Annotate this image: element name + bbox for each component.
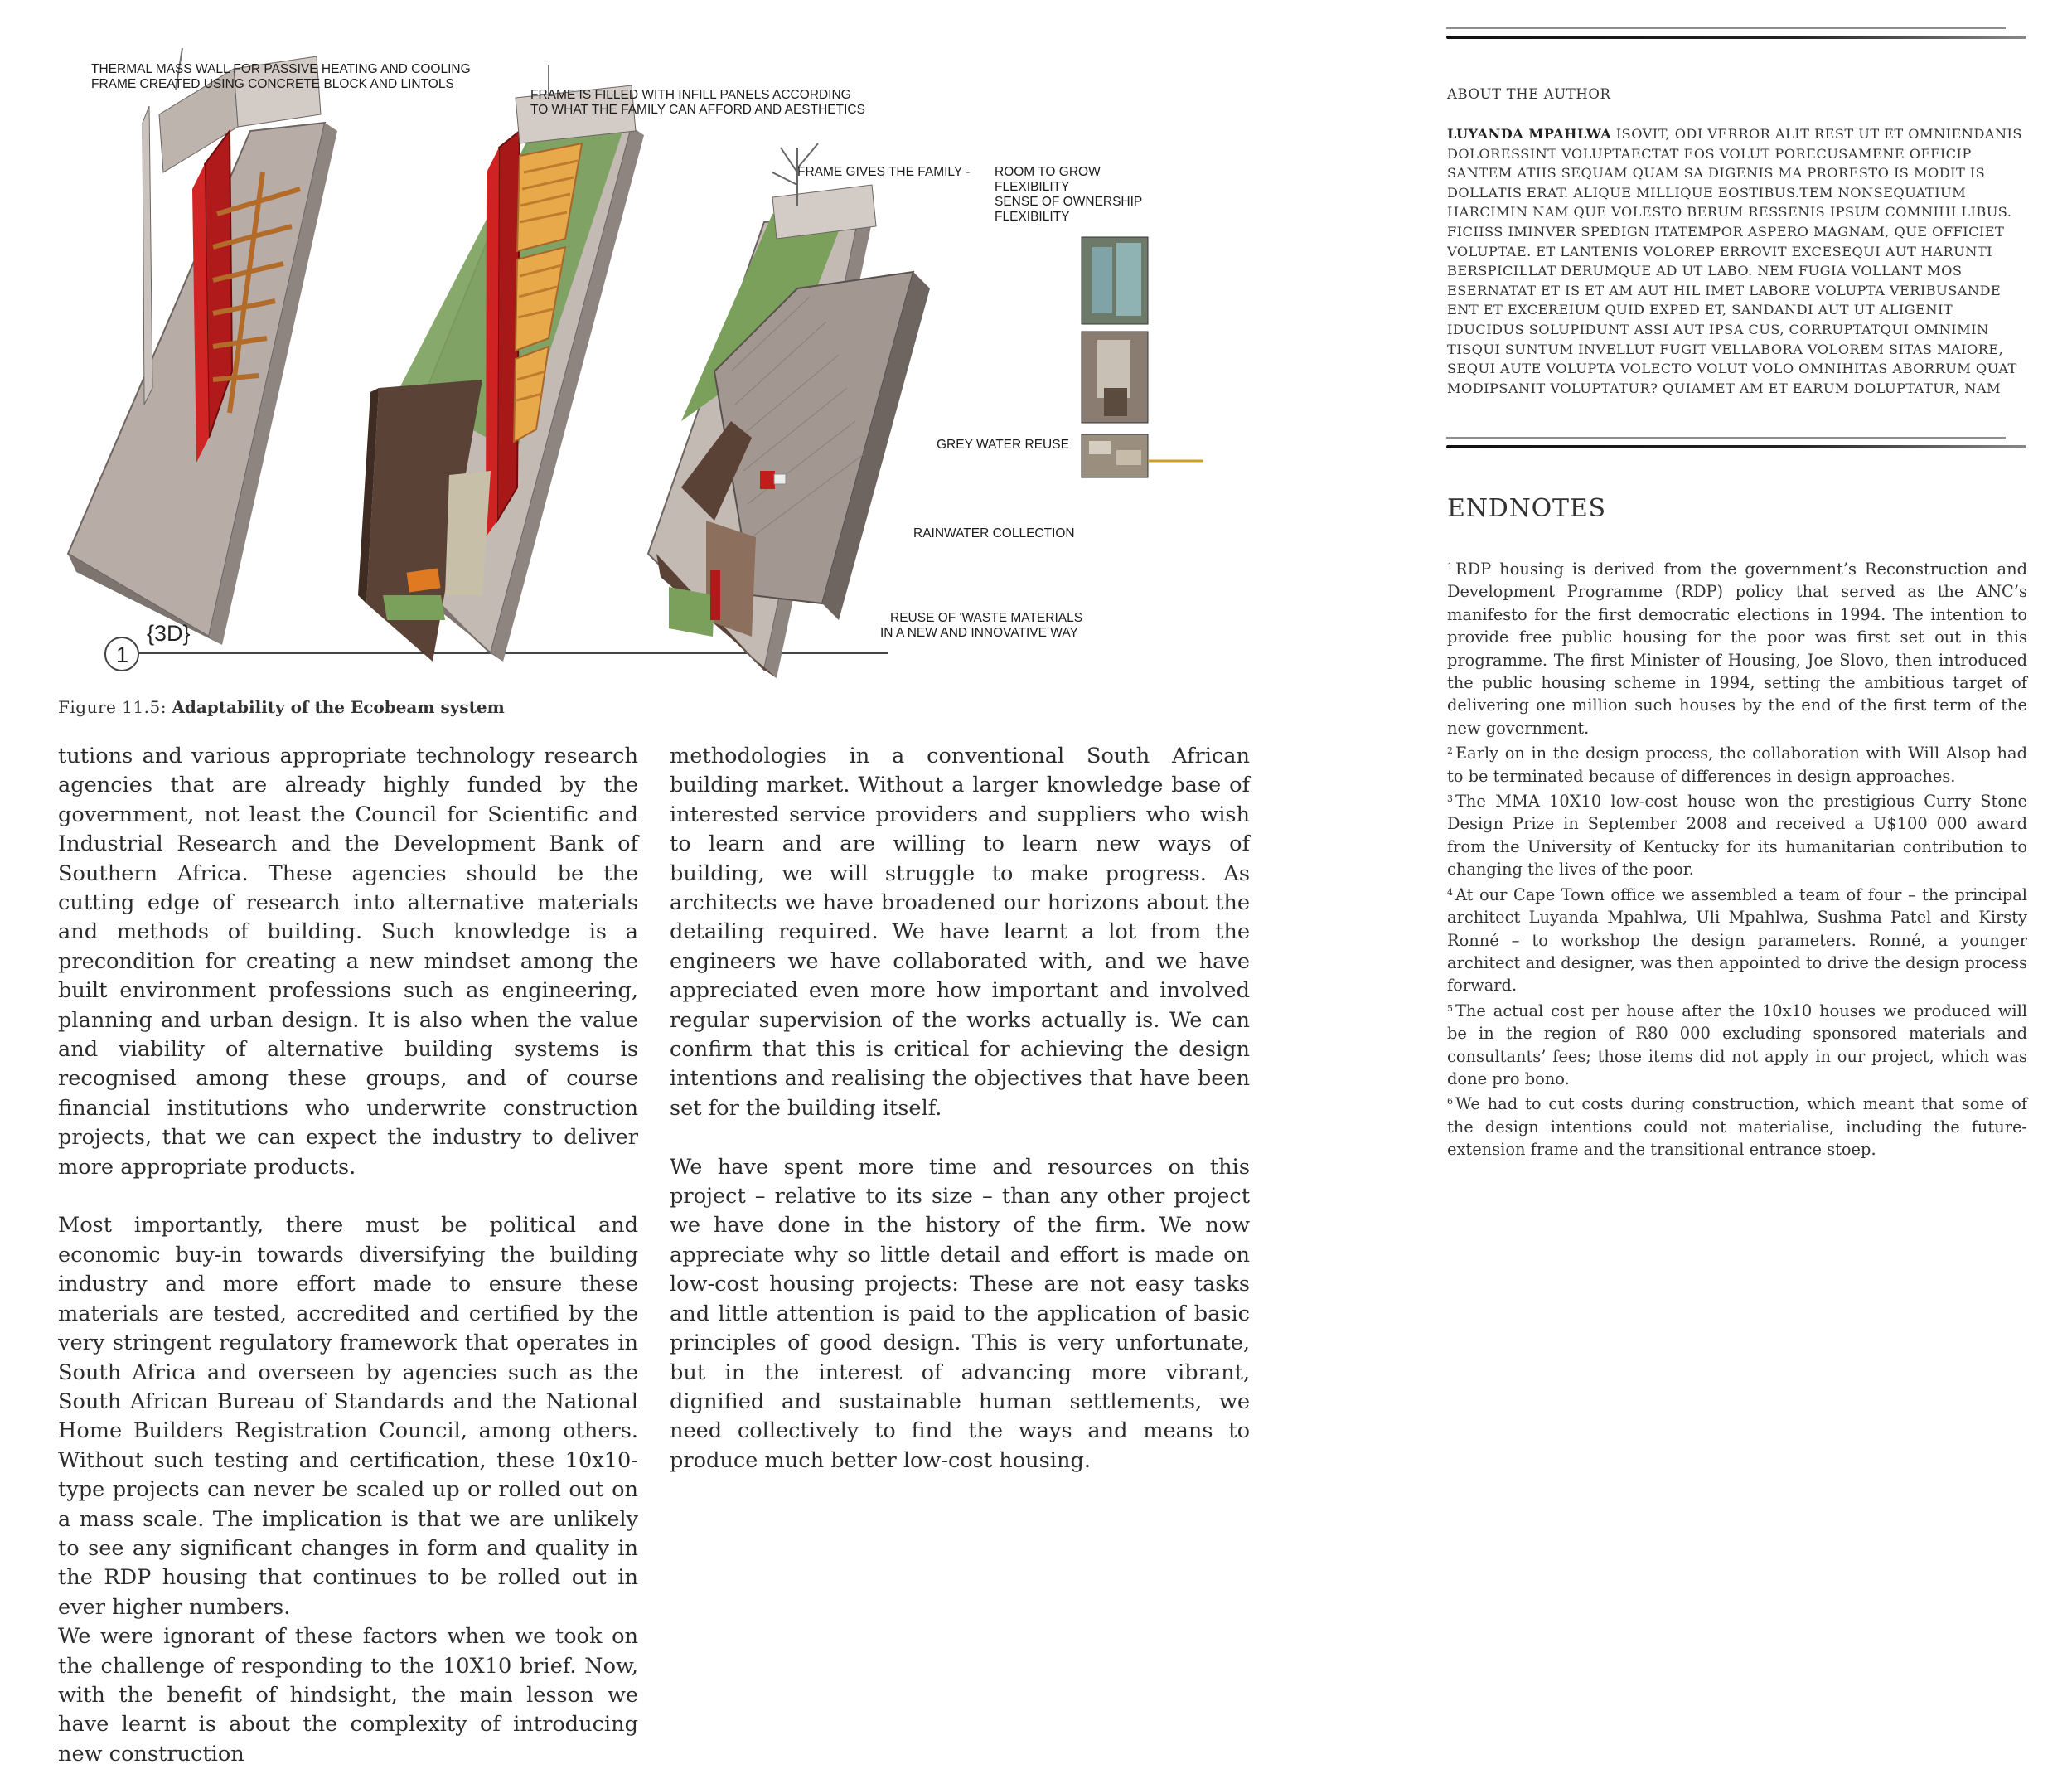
endnote-number: 4: [1447, 886, 1453, 898]
endnote-item: [1447, 788, 2027, 881]
body-column-left: [58, 742, 638, 1769]
label-thermal-line1: THERMAL MASS WALL FOR PASSIVE HEATING AND COOLING: [91, 62, 471, 76]
label-ownership: SENSE OF OWNERSHIP: [995, 195, 1143, 209]
ecobeam-figure: [51, 23, 1212, 686]
endnotes-heading: ENDNOTES: [1447, 494, 1606, 523]
endnote-text: Early on in the design process, the collaboration with Will Alsop had to be terminated because of differences in design approaches.: [1447, 744, 2027, 786]
house-3-complete: [648, 143, 930, 678]
endnote-item: [1447, 881, 2027, 997]
label-thermal-line2: FRAME CREATED USING CONCRETE BLOCK AND LINTOLS: [91, 77, 454, 91]
body-paragraph: tutions and various appropriate technology research agencies that are already highly funded by the government, not least the Council for Scientific and Industrial Research and the Development Bank of Southern Africa. These agencies should be the cutting edge of research into alternative materials and methods of building. Such knowledge is a precondition for creating a new mindset among the built environment professions such as engineering, planning and urban design. It is also when the value and viability of alternative building systems is recognised among these groups, and of course financial institutions who underwrite construction projects, that we can expect the industry to deliver more appropriate products.: [58, 744, 638, 1180]
label-grey-water: GREY WATER REUSE: [937, 438, 1069, 452]
caption-prefix: Figure 11.5:: [58, 697, 167, 717]
label-room-to-grow: ROOM TO GROW: [995, 165, 1101, 179]
photo-waste-materials: [1082, 434, 1203, 477]
endnote-text: The MMA 10X10 low-cost house won the prestigious Curry Stone Design Prize in September 2008 and received a U$100 000 award from the University of Kentucky for its humanitarian contribution to changing the lives of the poor.: [1447, 792, 2027, 880]
label-rainwater: RAINWATER COLLECTION: [913, 526, 1075, 540]
body-paragraph: We have spent more time and resources on this project – relative to its size – than any other project we have done in the history of the firm. We now appreciate why so little detail and effort is made on low-cost housing projects: These are not easy tasks and little attention is paid to the application of basic principles of good design. This is very unfortunate, but in the interest of advancing more vibrant, dignified and sustainable human settlements, we need collectively to find the ways and means to produce much better low-cost housing.: [670, 1154, 1250, 1473]
body-paragraph: We were ignorant of these factors when we took on the challenge of responding to the 10X10 brief. Now, with the benefit of hindsight, the main lesson we have learnt is about the complexity of introducing new construction: [58, 1624, 638, 1767]
endnote-number: 2: [1447, 745, 1453, 757]
endnote-number: 5: [1447, 1002, 1453, 1014]
endnote-number: 1: [1447, 561, 1453, 572]
body-paragraph: Most importantly, there must be political and economic buy-in towards diversifying the building industry and more effort made to ensure these materials are tested, accredited and certified by the very stringent regulatory framework that operates in South Africa and overseen by agencies such as the South African Bureau of Standards and the National Home Builders Registration Council, among others. Without such testing and certification, these 10x10-type projects can never be scaled up or rolled out on a mass scale. The implication is that we are unlikely to see any significant changes in form and quality in the RDP housing that continues to be rolled out in ever higher numbers.: [58, 1213, 638, 1620]
endnote-number: 3: [1447, 793, 1453, 805]
body-column-middle: [670, 742, 1250, 1476]
endnote-text: At our Cape Town office we assembled a team of four – the principal architect Luyanda Mpahlwa, Uli Mpahlwa, Sushma Patel and Kirsty Ronné – to workshop the design parameters. Ronné, a younger architect and designer, was then appointed to drive the design process forward.: [1447, 884, 2027, 996]
endnote-item: [1447, 739, 2027, 788]
view-name: {3D}: [147, 621, 191, 646]
endnote-text: We had to cut costs during construction, which meant that some of the design intentions could not materialise, including the future-extension frame and the transitional entrance stoep.: [1447, 1094, 2027, 1160]
label-reuse-line1: REUSE OF 'WASTE MATERIALS: [890, 611, 1083, 625]
caption-title: Adaptability of the Ecobeam system: [172, 697, 505, 717]
author-bio: ISOVIT, ODI VERROR ALIT REST UT ET OMNIENDANIS DOLORESSINT VOLUPTAECTAT EOS VOLUT PORECUSAMENE OFFICIP SANTEM ATIIS SEQUAM QUAM SA DIGENIS MA PRORESTO IS MODIT IS DOLLATIS ERAT. ALIQUE MILLIQUE EOSTIBUS.TEM NONSEQUATIUM HARCIMIN NAM QUE VOLESTO BERUM RESSENIS IPSUM COMNIHI LIBUS.: [1447, 126, 2022, 221]
author-name: LUYANDA MPAHLWA: [1447, 126, 1612, 142]
house-2-infill: [358, 65, 644, 662]
label-flexibility-2: FLEXIBILITY: [995, 210, 1070, 224]
photo-rainwater: [1082, 332, 1148, 423]
divider-middle: [1446, 437, 2026, 450]
label-infill-line1: FRAME IS FILLED WITH INFILL PANELS ACCORDING: [530, 88, 851, 102]
ecobeam-3d-drawing: [51, 23, 1212, 686]
endnote-item: [1447, 1090, 2027, 1161]
label-frame-gives: FRAME GIVES THE FAMILY -: [797, 165, 971, 179]
about-author-text: [1447, 124, 2027, 398]
label-reuse-line2: IN A NEW AND INNOVATIVE WAY: [880, 626, 1078, 640]
label-flexibility-1: FLEXIBILITY: [995, 180, 1070, 194]
endnote-item: [1447, 555, 2027, 739]
label-infill-line2: TO WHAT THE FAMILY CAN AFFORD AND AESTHETICS: [530, 103, 865, 117]
about-author-heading: ABOUT THE AUTHOR: [1447, 86, 1611, 102]
endnote-text: The actual cost per house after the 10x10 houses we produced will be in the region of R80 000 excluding sponsored materials and consultants’ fees; those items did not apply in our project, which was done pro bono.: [1447, 1001, 2027, 1088]
figure-caption: [58, 697, 1218, 717]
photo-grey-water: [1082, 237, 1148, 324]
house-1-frame: [68, 48, 337, 645]
endnotes-list: [1447, 555, 2027, 1161]
author-bio-continued: FICIISS IMINVER SPEDIGN ITATEMPOR ASPERO MAGNAM, QUE OFFICIET VOLUPTAE. ET LANTENIS VOLOREP ERROVIT EXCESEQUI AUT HARUNTI BERSPICILLAT DERUMQUE AD UT LABO. NEM FUGIA VOLLANT MOS ESERNATAT ET IS ET AM AUT HIL IMET LABORE VOLUPTA VERIBUSANDE ENT ET EXCEREIUM QUID EXPED ET, SANDANDI AUT UT ALIGENIT IDUCIDUS SOLUPIDUNT ASSI AUT IPSA CUS, CORRUPTATQUI OMNIMIN TISQUI SUNTUM INVELLUT FUGIT VELLABORA VOLOREM SITAS MAIORE, SEQUI AUTE VOLUPTA VOLECTO VOLUT VOLO OMNIHITAS ABORRUM QUAT MODIPSANIT VOLUPTATUR? QUIAMET AM ET EARUM DOLUPTATUR, NAM: [1447, 223, 2017, 396]
divider-top: [1446, 27, 2026, 41]
endnote-item: [1447, 997, 2027, 1091]
endnote-number: 6: [1447, 1096, 1453, 1107]
endnote-text: RDP housing is derived from the government’s Reconstruction and Development Programme (RDP) policy that served as the ANC’s manifesto for the first democratic elections in 1994. The intention to provide free public housing for the poor was first set out in this programme. The first Minister of Housing, Joe Slovo, then introduced the public housing scheme in 1994, setting the ambitious target of delivering one million such houses by the end of the first term of the new government.: [1447, 560, 2027, 738]
view-number: 1: [116, 642, 129, 667]
body-paragraph: methodologies in a conventional South African building market. Without a larger knowledge base of interested service providers and suppliers who wish to learn and are willing to learn new ways of building, we will struggle to make progress. As architects we have broadened our horizons about the detailing required. We have learnt a lot from the engineers we have collaborated with, and we have appreciated even more how important and involved regular supervision of the works actually is. We can confirm that this is critical for achieving the design intentions and realising the objectives that have been set for the building itself.: [670, 744, 1250, 1121]
